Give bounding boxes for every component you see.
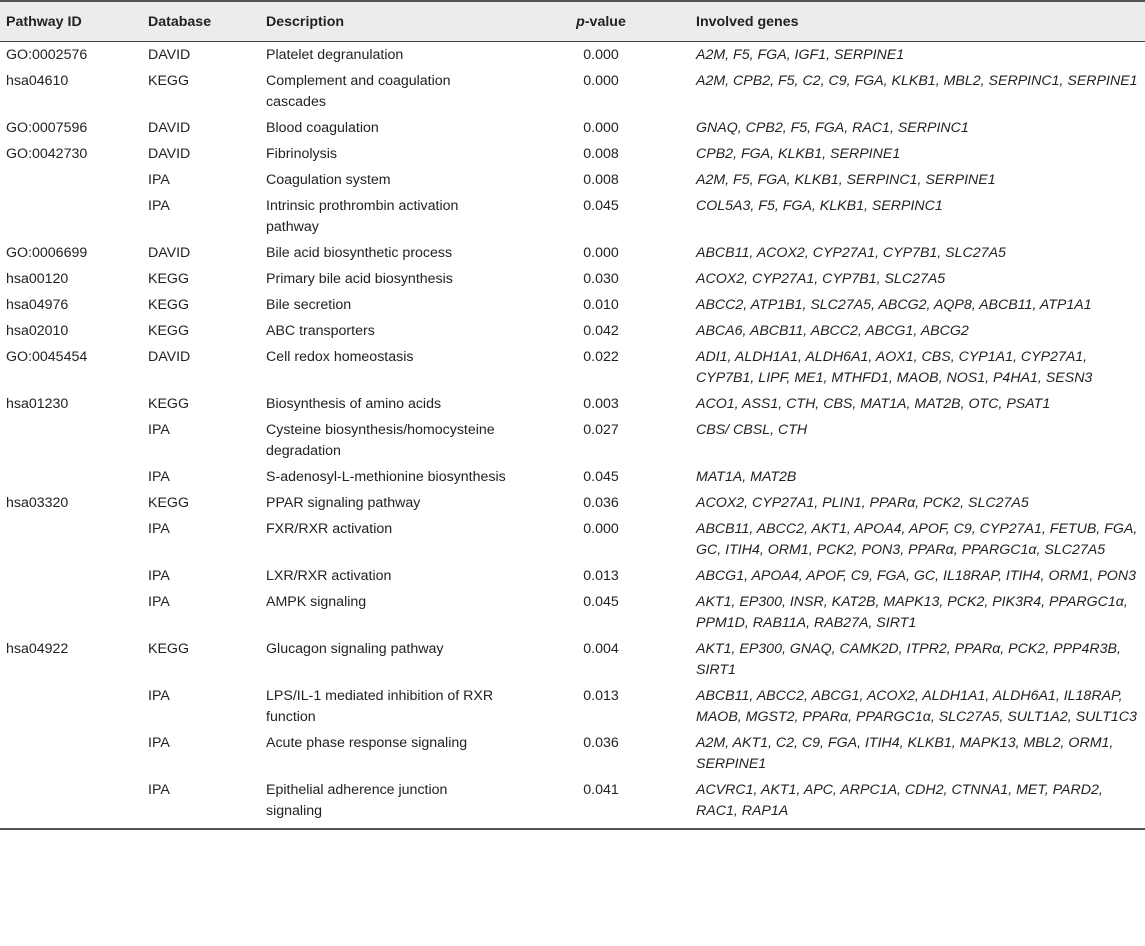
cell-database: IPA <box>148 593 170 610</box>
cell-database: IPA <box>148 734 170 751</box>
cell-pathway-id <box>0 777 142 829</box>
header-p-value <box>512 1 690 42</box>
cell-pathway-id: GO:0007596 <box>6 119 88 136</box>
cell-pathway-id: hsa00120 <box>6 270 69 287</box>
cell-pathway-id: hsa04922 <box>6 640 69 657</box>
cell-involved-genes: CBS/ CBSL, CTH <box>696 421 808 438</box>
cell-description: Cysteine biosynthesis/homocysteine degradation <box>266 421 495 459</box>
cell-database: IPA <box>142 777 260 829</box>
cell-pathway-id <box>0 730 142 777</box>
cell-description: Fibrinolysis <box>266 145 337 162</box>
cell-database: DAVID <box>148 145 191 162</box>
cell-p-value: 0.045 <box>583 468 619 485</box>
cell-p-value: 0.036 <box>583 494 619 511</box>
table-row <box>0 292 1145 318</box>
cell-involved-genes: A2M, AKT1, C2, C9, FGA, ITIH4, KLKB1, MAPK13, MBL2, ORM1, SERPINE1 <box>696 734 1114 772</box>
cell-description: LPS/IL-1 mediated inhibition of RXR function <box>266 687 494 725</box>
table-row <box>0 240 1145 266</box>
cell-pathway-id: hsa02010 <box>6 322 69 339</box>
cell-pathway-id <box>0 563 142 589</box>
cell-involved-genes: ABCA6, ABCB11, ABCC2, ABCG1, ABCG2 <box>696 322 969 339</box>
cell-pathway-id <box>0 589 142 636</box>
cell-pathway-id: hsa04976 <box>6 296 69 313</box>
cell-pathway-id: hsa03320 <box>6 494 69 511</box>
cell-description: Platelet degranulation <box>266 46 404 63</box>
table-row <box>0 318 1145 344</box>
cell-database: IPA <box>148 197 170 214</box>
cell-description: Intrinsic prothrombin activation pathway <box>266 197 459 235</box>
cell-involved-genes: MAT1A, MAT2B <box>696 468 797 485</box>
cell-pathway-id: hsa01230 <box>6 395 69 412</box>
cell-pathway-id: GO:0002576 <box>6 46 88 63</box>
cell-pathway-id <box>0 464 142 490</box>
table-row <box>0 167 1145 193</box>
cell-p-value: 0.045 <box>583 197 619 214</box>
cell-involved-genes: ABCC2, ATP1B1, SLC27A5, ABCG2, AQP8, ABCB11, ATP1A1 <box>696 296 1092 313</box>
cell-involved-genes: ACVRC1, AKT1, APC, ARPC1A, CDH2, CTNNA1, MET, PARD2, RAC1, RAP1A <box>690 777 1145 829</box>
cell-p-value: 0.000 <box>583 244 619 261</box>
cell-description: Bile secretion <box>266 296 352 313</box>
cell-involved-genes: ADI1, ALDH1A1, ALDH6A1, AOX1, CBS, CYP1A1, CYP27A1, CYP7B1, LIPF, ME1, MTHFD1, MAOB, NOS1, P4HA1, SESN3 <box>696 348 1093 386</box>
header-database: Database <box>142 1 260 42</box>
table-row <box>0 68 1145 115</box>
cell-database: KEGG <box>148 640 189 657</box>
cell-description: ABC transporters <box>266 322 375 339</box>
table-row <box>0 636 1145 683</box>
header-row <box>0 1 1145 42</box>
cell-description: Glucagon signaling pathway <box>266 640 444 657</box>
cell-p-value: 0.008 <box>583 171 619 188</box>
cell-involved-genes: COL5A3, F5, FGA, KLKB1, SERPINC1 <box>696 197 943 214</box>
cell-pathway-id: GO:0042730 <box>6 145 88 162</box>
cell-p-value: 0.010 <box>583 296 619 313</box>
cell-p-value: 0.003 <box>583 395 619 412</box>
cell-description: PPAR signaling pathway <box>266 494 421 511</box>
cell-database: KEGG <box>148 270 189 287</box>
cell-description: Epithelial adherence junction signaling <box>260 777 512 829</box>
table-row <box>0 141 1145 167</box>
cell-involved-genes: AKT1, EP300, INSR, KAT2B, MAPK13, PCK2, PIK3R4, PPARGC1α, PPM1D, RAB11A, RAB27A, SIRT1 <box>696 593 1128 631</box>
cell-p-value: 0.000 <box>583 520 619 537</box>
cell-database: DAVID <box>148 348 191 365</box>
cell-description: LXR/RXR activation <box>266 567 392 584</box>
cell-involved-genes: CPB2, FGA, KLKB1, SERPINE1 <box>696 145 901 162</box>
cell-p-value: 0.013 <box>583 567 619 584</box>
cell-involved-genes: ABCB11, ABCC2, AKT1, APOA4, APOF, C9, CYP27A1, FETUB, FGA, GC, ITIH4, ORM1, PCK2, PON3, PPARα, PPARGC1α, SLC27A5 <box>696 520 1138 558</box>
cell-pathway-id <box>0 167 142 193</box>
table-row <box>0 490 1145 516</box>
cell-description: FXR/RXR activation <box>266 520 393 537</box>
cell-pathway-id: hsa04610 <box>6 72 69 89</box>
header-involved-genes: Involved genes <box>690 1 1145 42</box>
cell-description: Bile acid biosynthetic process <box>266 244 453 261</box>
table-row <box>0 516 1145 563</box>
cell-p-value: 0.004 <box>583 640 619 657</box>
cell-database: IPA <box>148 468 170 485</box>
cell-involved-genes: ABCB11, ACOX2, CYP27A1, CYP7B1, SLC27A5 <box>696 244 1006 261</box>
table-row <box>0 464 1145 490</box>
header-p-suffix: -value <box>584 14 626 30</box>
cell-description: Complement and coagulation cascades <box>266 72 451 110</box>
cell-pathway-id <box>0 516 142 563</box>
cell-p-value: 0.036 <box>583 734 619 751</box>
cell-p-value: 0.022 <box>583 348 619 365</box>
cell-p-value: 0.000 <box>583 46 619 63</box>
table-header <box>0 1 1145 42</box>
cell-description: AMPK signaling <box>266 593 367 610</box>
cell-description: Cell redox homeostasis <box>266 348 414 365</box>
cell-involved-genes: A2M, CPB2, F5, C2, C9, FGA, KLKB1, MBL2, SERPINC1, SERPINE1 <box>696 72 1138 89</box>
cell-p-value: 0.027 <box>583 421 619 438</box>
cell-pathway-id: GO:0006699 <box>6 244 88 261</box>
cell-database: IPA <box>148 171 170 188</box>
table-row <box>0 391 1145 417</box>
table-row <box>0 730 1145 777</box>
cell-p-value: 0.000 <box>583 119 619 136</box>
cell-p-value: 0.013 <box>583 687 619 704</box>
table-row <box>0 115 1145 141</box>
cell-description: Primary bile acid biosynthesis <box>266 270 453 287</box>
cell-database: IPA <box>148 567 170 584</box>
cell-p-value: 0.030 <box>583 270 619 287</box>
cell-involved-genes: ABCB11, ABCC2, ABCG1, ACOX2, ALDH1A1, ALDH6A1, IL18RAP, MAOB, MGST2, PPARα, PPARGC1α, SLC27A5, SULT1A2, SULT1C3 <box>696 687 1137 725</box>
cell-database: DAVID <box>148 46 191 63</box>
cell-involved-genes: ACOX2, CYP27A1, PLIN1, PPARα, PCK2, SLC27A5 <box>696 494 1029 511</box>
cell-description: Biosynthesis of amino acids <box>266 395 442 412</box>
cell-involved-genes: ACOX2, CYP27A1, CYP7B1, SLC27A5 <box>696 270 946 287</box>
cell-p-value: 0.000 <box>583 72 619 89</box>
cell-pathway-id <box>0 683 142 730</box>
cell-involved-genes: A2M, F5, FGA, KLKB1, SERPINC1, SERPINE1 <box>696 171 996 188</box>
cell-pathway-id: GO:0045454 <box>6 348 88 365</box>
cell-pathway-id <box>0 193 142 240</box>
table-row <box>0 563 1145 589</box>
header-pathway-id: Pathway ID <box>0 1 142 42</box>
cell-database: DAVID <box>148 244 191 261</box>
cell-database: KEGG <box>148 395 189 412</box>
header-p-letter: p <box>576 14 585 30</box>
cell-database: IPA <box>148 421 170 438</box>
cell-involved-genes: ACO1, ASS1, CTH, CBS, MAT1A, MAT2B, OTC, PSAT1 <box>696 395 1051 412</box>
table-row <box>0 266 1145 292</box>
table-row <box>0 417 1145 464</box>
cell-database: KEGG <box>148 296 189 313</box>
cell-p-value: 0.041 <box>512 777 690 829</box>
cell-database: DAVID <box>148 119 191 136</box>
cell-p-value: 0.042 <box>583 322 619 339</box>
cell-involved-genes: ABCG1, APOA4, APOF, C9, FGA, GC, IL18RAP, ITIH4, ORM1, PON3 <box>696 567 1136 584</box>
table-row <box>0 683 1145 730</box>
header-description: Description <box>260 1 512 42</box>
cell-involved-genes: A2M, F5, FGA, IGF1, SERPINE1 <box>696 46 905 63</box>
cell-p-value: 0.008 <box>583 145 619 162</box>
table-row <box>0 193 1145 240</box>
cell-pathway-id <box>0 417 142 464</box>
table-row <box>0 777 1145 829</box>
cell-description: S-adenosyl-L-methionine biosynthesis <box>266 468 506 485</box>
table-row <box>0 344 1145 391</box>
cell-description: Blood coagulation <box>266 119 379 136</box>
cell-description: Acute phase response signaling <box>266 734 468 751</box>
cell-database: IPA <box>148 520 170 537</box>
cell-involved-genes: AKT1, EP300, GNAQ, CAMK2D, ITPR2, PPARα, PCK2, PPP4R3B, SIRT1 <box>696 640 1121 678</box>
cell-database: KEGG <box>148 494 189 511</box>
cell-involved-genes: GNAQ, CPB2, F5, FGA, RAC1, SERPINC1 <box>696 119 969 136</box>
cell-database: KEGG <box>148 72 189 89</box>
cell-database: IPA <box>148 687 170 704</box>
table-row <box>0 589 1145 636</box>
cell-description: Coagulation system <box>266 171 391 188</box>
cell-p-value: 0.045 <box>583 593 619 610</box>
cell-database: KEGG <box>148 322 189 339</box>
table-body <box>0 42 1145 829</box>
table-row <box>0 42 1145 69</box>
